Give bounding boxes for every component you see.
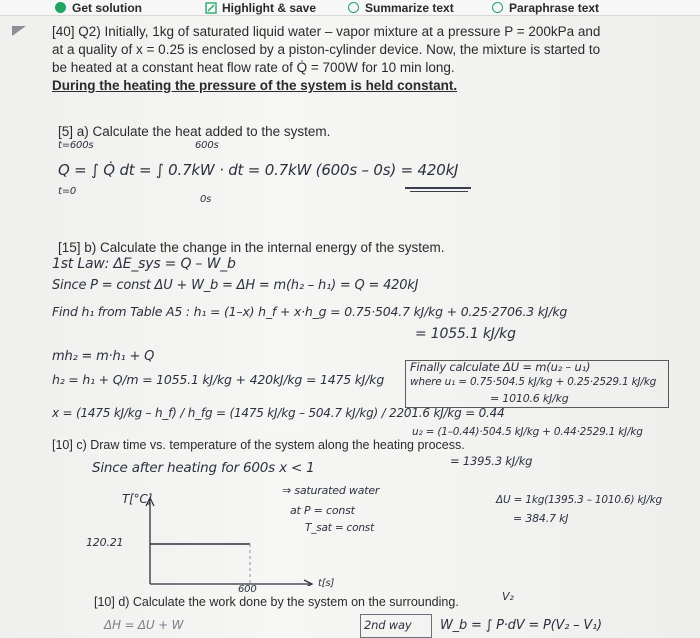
part-b-u2: u₂ = (1–0.44)·504.5 kJ/kg + 0.44·2529.1 kJ/kg [412,426,643,438]
homework-sheet [0,16,700,638]
summarize-icon [348,2,359,13]
summarize-text-button[interactable] [348,0,454,15]
part-a-equation: Q = ∫ Q̇ dt = ∫ 0.7kW · dt = 0.7kW (600s – 0s) = 420kJ [58,161,459,179]
part-b-box-line-3: = 1010.6 kJ/kg [490,392,569,405]
part-b-first-law: 1st Law: ΔE_sys = Q – W_b [52,256,236,272]
part-c-tsat-const: T_sat = const [305,522,374,534]
problem-line-2: at a quality of x = 0.25 is enclosed by a piston-cylinder device. Now, the mixture is started to [52,42,601,57]
part-a-lower-limit-1: t=0 [58,186,77,197]
part-a-question: [5] a) Calculate the heat added to the system. [58,124,331,139]
problem-line-4: During the heating the pressure of the system is held constant. [52,78,458,93]
part-c-p-const: at P = const [290,504,355,517]
part-a-upper-limit-1: t=600s [58,140,94,151]
extension-toolbar [0,0,700,16]
answer-underline-2 [410,191,468,192]
part-b-box-line-1: Finally calculate ΔU = m(u₂ – u₁) [410,360,591,374]
part-b-h2: h₂ = h₁ + Q/m = 1055.1 kJ/kg + 420kJ/kg = 1475 kJ/kg [52,372,385,387]
part-c-x-label: t[s] [318,578,335,589]
part-a-upper-limit-2: 600s [195,140,219,151]
check-circle-icon [55,2,66,13]
part-c-x-value: 600 [238,584,257,595]
pencil-icon [205,2,216,13]
part-b-delta-u: ΔU = 1kg(1395.3 – 1010.6) kJ/kg [496,494,662,506]
part-a-lower-limit-2: 0s [200,194,212,205]
part-d-question: [10] d) Calculate the work done by the system on the surrounding. [94,595,459,609]
problem-line-1: [40] Q2) Initially, 1kg of saturated liquid water – vapor mixture at a pressure P = 200kPa and [52,24,601,39]
part-d-v2: V₂ [502,590,514,603]
get-solution-label: Get solution [72,0,142,15]
part-b-quality: x = (1475 kJ/kg – h_f) / h_fg = (1475 kJ/kg – 504.7 kJ/kg) / 2201.6 kJ/kg = 0.44 [52,406,505,420]
part-b-box-line-2: where u₁ = 0.75·504.5 kJ/kg + 0.25·2529.1 kJ/kg [410,376,657,388]
part-d-second-way: 2nd way [364,618,412,632]
part-d-delta-h: ΔH = ΔU + W [104,618,184,632]
summarize-text-label: Summarize text [365,0,454,15]
part-c-saturated: ⇒ saturated water [282,484,380,497]
highlight-save-label: Highlight & save [222,0,317,15]
corner-fold-icon [12,26,26,36]
paraphrase-text-label: Paraphrase text [509,0,600,15]
time-temperature-sketch [120,496,320,586]
part-c-since: Since after heating for 600s x < 1 [92,460,315,476]
part-d-work: W_b = ∫ P·dV = P(V₂ – V₁) [440,618,602,633]
highlight-save-button[interactable] [205,0,316,15]
get-solution-button[interactable] [55,0,142,15]
part-b-mh2: mh₂ = m·h₁ + Q [52,349,155,364]
part-b-delta-u-result: = 384.7 kJ [513,512,569,525]
paraphrase-text-button[interactable] [492,0,599,15]
part-c-y-label: T[°C] [122,492,153,506]
part-c-y-value: 120.21 [86,536,124,549]
part-b-since-p-const: Since P = const ΔU + W_b = ΔH = m(h₂ – h₁) = Q = 420kJ [52,278,419,293]
part-b-question: [15] b) Calculate the change in the internal energy of the system. [58,240,445,255]
paraphrase-icon [492,2,503,13]
answer-underline [405,187,471,189]
part-b-find-h1: Find h₁ from Table A5 : h₁ = (1–x) h_f + x·h_g = 0.75·504.7 kJ/kg + 0.25·2706.3 kJ/kg [52,304,568,319]
part-b-h1-result: = 1055.1 kJ/kg [415,326,516,342]
part-b-u2-result: = 1395.3 kJ/kg [450,454,533,468]
part-c-question: [10] c) Draw time vs. temperature of the system along the heating process. [52,438,465,452]
problem-line-3: be heated at a constant heat flow rate of Q̇ = 700W for 10 min long. [52,60,455,75]
